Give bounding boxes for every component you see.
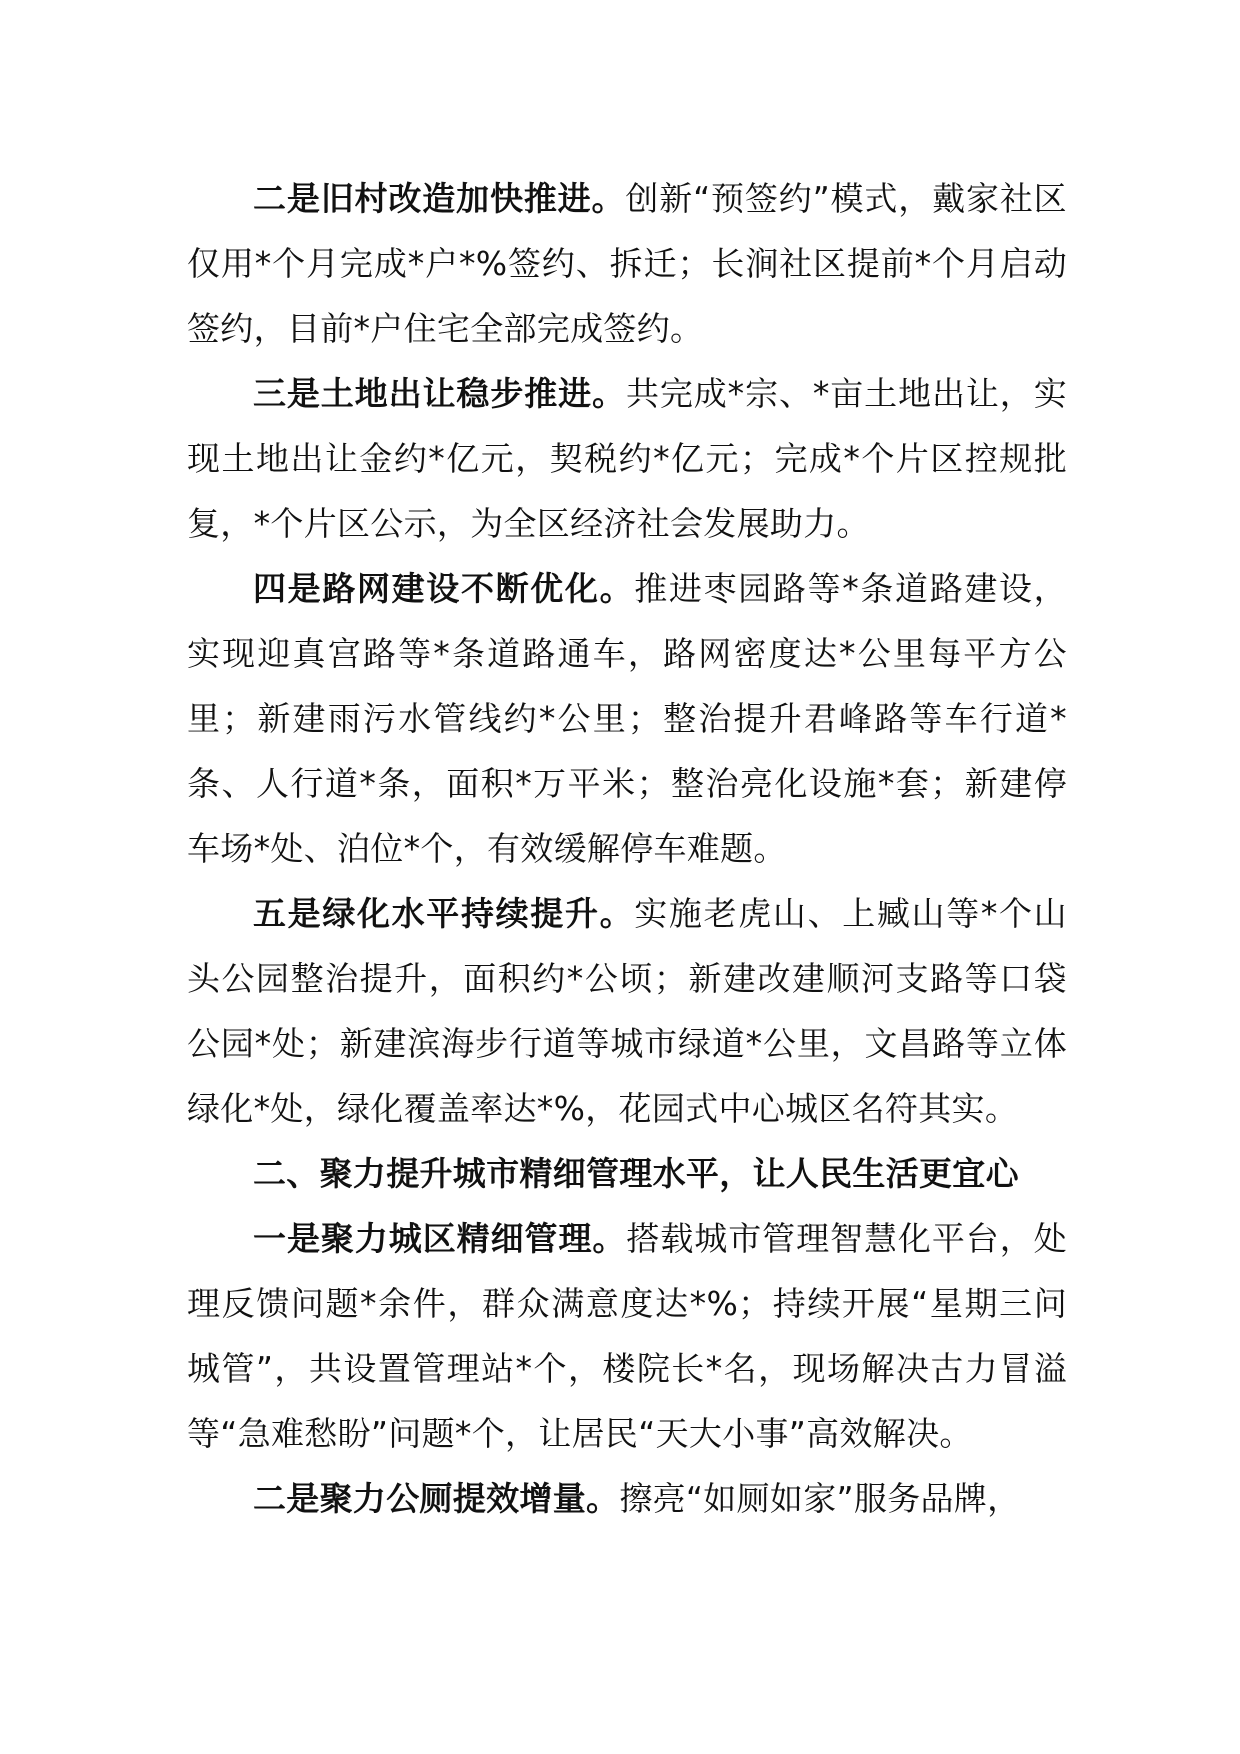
paragraph-public-toilets — [187, 1466, 1067, 1531]
paragraph-lead: 三是土地出让稳步推进。 — [253, 374, 626, 413]
paragraph-lead: 四是路网建设不断优化。 — [253, 569, 635, 608]
paragraph-urban-management — [187, 1206, 1067, 1466]
paragraph-lead: 五是绿化水平持续提升。 — [253, 894, 635, 933]
paragraph-lead: 一是聚力城区精细管理。 — [253, 1219, 627, 1258]
paragraph-greening — [187, 881, 1067, 1141]
paragraph-old-village — [187, 166, 1067, 361]
paragraph-body: 擦亮“如厕如家”服务品牌， — [619, 1479, 1021, 1518]
paragraph-body: 创新“预签约”模式，戴家社区仅用*个月完成*户*%签约、拆迁；长涧社区提前*个月启动签约，目前*户住宅全部完成签约。 — [187, 179, 1067, 348]
paragraph-road-network — [187, 556, 1067, 881]
paragraph-body: 实施老虎山、上臧山等*个山头公园整治提升，面积约*公顷；新建改建顺河支路等口袋公园*处；新建滨海步行道等城市绿道*公里，文昌路等立体绿化*处，绿化覆盖率达*%，花园式中心城区名符其实。 — [187, 894, 1067, 1128]
paragraph-lead: 二是聚力公厕提效增量。 — [253, 1479, 620, 1518]
paragraph-body: 搭载城市管理智慧化平台，处理反馈问题*余件，群众满意度达*%；持续开展“星期三问城管”，共设置管理站*个，楼院长*名，现场解决古力冒溢等“急难愁盼”问题*个，让居民“天大小事”高效解决。 — [187, 1219, 1067, 1453]
paragraph-lead: 二是旧村改造加快推进。 — [253, 179, 626, 218]
paragraph-land-transfer — [187, 361, 1067, 556]
paragraph-body: 共完成*宗、*亩土地出让，实现土地出让金约*亿元，契税约*亿元；完成*个片区控规批复，*个片区公示，为全区经济社会发展助力。 — [187, 374, 1067, 543]
section-heading: 二、聚力提升城市精细管理水平，让人民生活更宜心 — [253, 1154, 1019, 1193]
document-body — [187, 166, 1067, 1531]
paragraph-body: 推进枣园路等*条道路建设，实现迎真宫路等*条道路通车，路网密度达*公里每平方公里；新建雨污水管线约*公里；整治提升君峰路等车行道*条、人行道*条，面积*万平米；整治亮化设施*套；新建停车场*处、泊位*个，有效缓解停车难题。 — [187, 569, 1067, 868]
